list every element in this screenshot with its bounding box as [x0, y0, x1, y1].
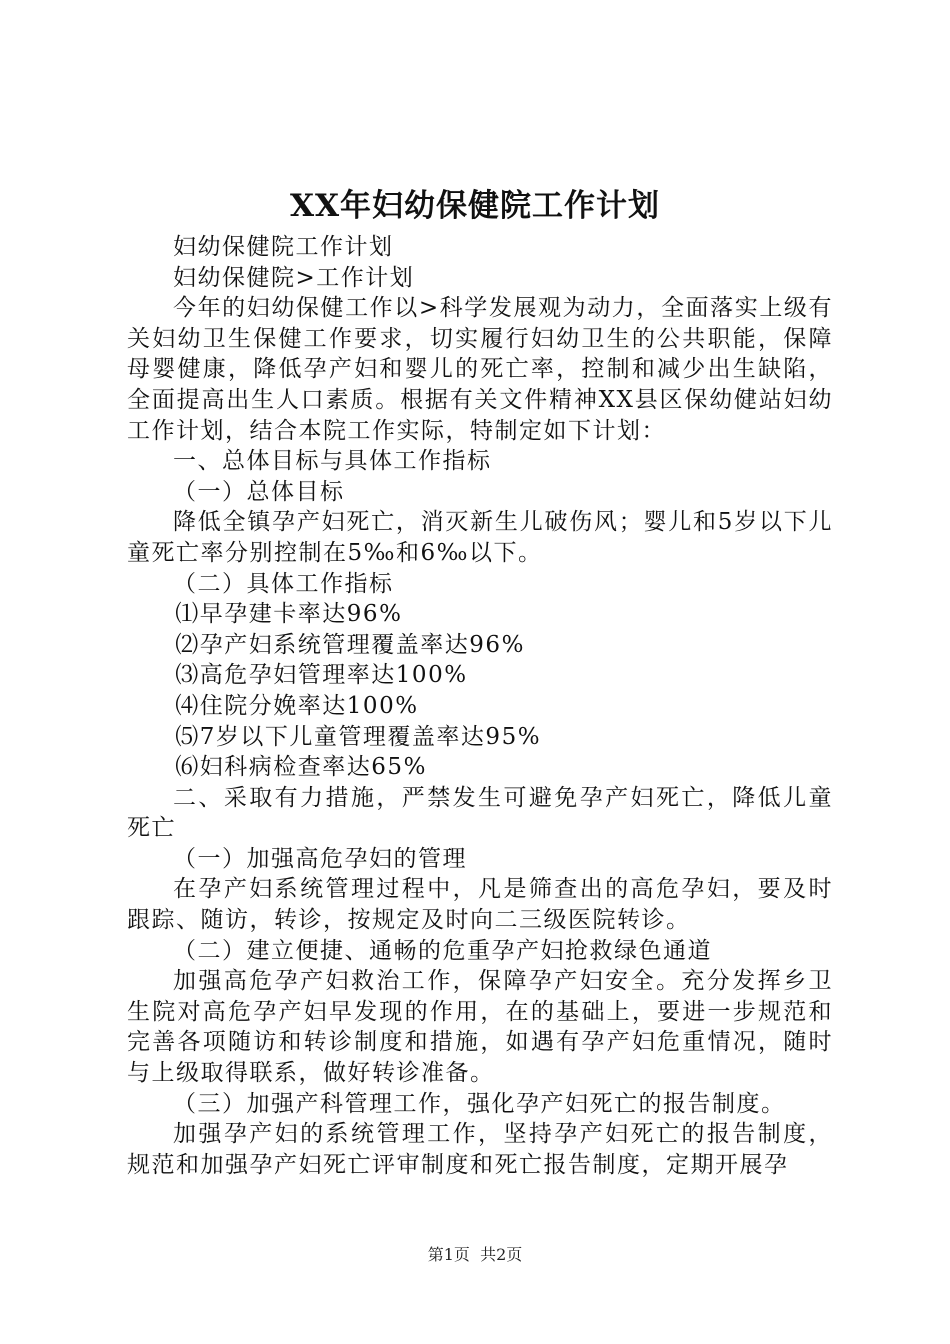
- subsection-heading: （二）具体工作指标: [173, 570, 394, 597]
- paragraph: 在孕产妇系统管理过程中，凡是筛查出的高危孕妇，要及时跟踪、随访，转诊，按规定及时向二三级医院转诊。: [127, 876, 833, 934]
- section-heading: 一、总体目标与具体工作指标: [173, 448, 492, 475]
- indicator-item: ⑸7岁以下儿童管理覆盖率达95%: [175, 723, 542, 750]
- indicator-item: ⑹妇科病检查率达65%: [175, 754, 427, 781]
- subtitle-line: 妇幼保健院工作计划: [173, 234, 394, 260]
- paragraph: 加强高危孕产妇救治工作，保障孕产妇安全。充分发挥乡卫生院对高危孕产妇早发现的作用，在的基础上，要进一步规范和完善各项随访和转诊制度和措施，如遇有孕产妇危重情况，随时与上级取得联系，做好转诊准备。: [127, 968, 833, 1087]
- indicator-item: ⑵孕产妇系统管理覆盖率达96%: [175, 631, 525, 658]
- page-number: 第1页 共2页: [427, 1245, 523, 1264]
- subsection-heading: （三）加强产科管理工作，强化孕产妇死亡的报告制度。: [173, 1090, 786, 1117]
- subtitle-line: 妇幼保健院>工作计划: [173, 264, 415, 291]
- indicator-item: ⑶高危孕妇管理率达100%: [175, 662, 468, 689]
- page-footer: [0, 1244, 950, 1266]
- document-title: XX年妇幼保健院工作计划: [289, 188, 661, 224]
- section-heading: 二、采取有力措施，严禁发生可避免孕产妇死亡，降低儿童死亡: [127, 784, 833, 842]
- paragraph: 加强孕产妇的系统管理工作，坚持孕产妇死亡的报告制度，规范和加强孕产妇死亡评审制度和死亡报告制度，定期开展孕: [127, 1121, 833, 1178]
- document-body: [127, 232, 833, 1180]
- indicator-item: ⑴早孕建卡率达96%: [175, 601, 403, 628]
- subsection-heading: （一）总体目标: [173, 478, 345, 505]
- indicator-item: ⑷住院分娩率达100%: [175, 692, 419, 719]
- subsection-heading: （二）建立便捷、通畅的危重孕产妇抢救绿色通道: [173, 937, 712, 964]
- paragraph: 今年的妇幼保健工作以>科学发展观为动力，全面落实上级有关妇幼卫生保健工作要求，切实履行妇幼卫生的公共职能，保障母婴健康，降低孕产妇和婴儿的死亡率，控制和减少出生缺陷，全面提高出生人口素质。根据有关文件精神XX县区保幼健站妇幼工作计划，结合本院工作实际，特制定如下计划：: [127, 295, 833, 444]
- subsection-heading: （一）加强高危孕妇的管理: [173, 845, 467, 872]
- paragraph: 降低全镇孕产妇死亡，消灭新生儿破伤风；婴儿和5岁以下儿童死亡率分别控制在5‰和6‰以下。: [127, 509, 833, 566]
